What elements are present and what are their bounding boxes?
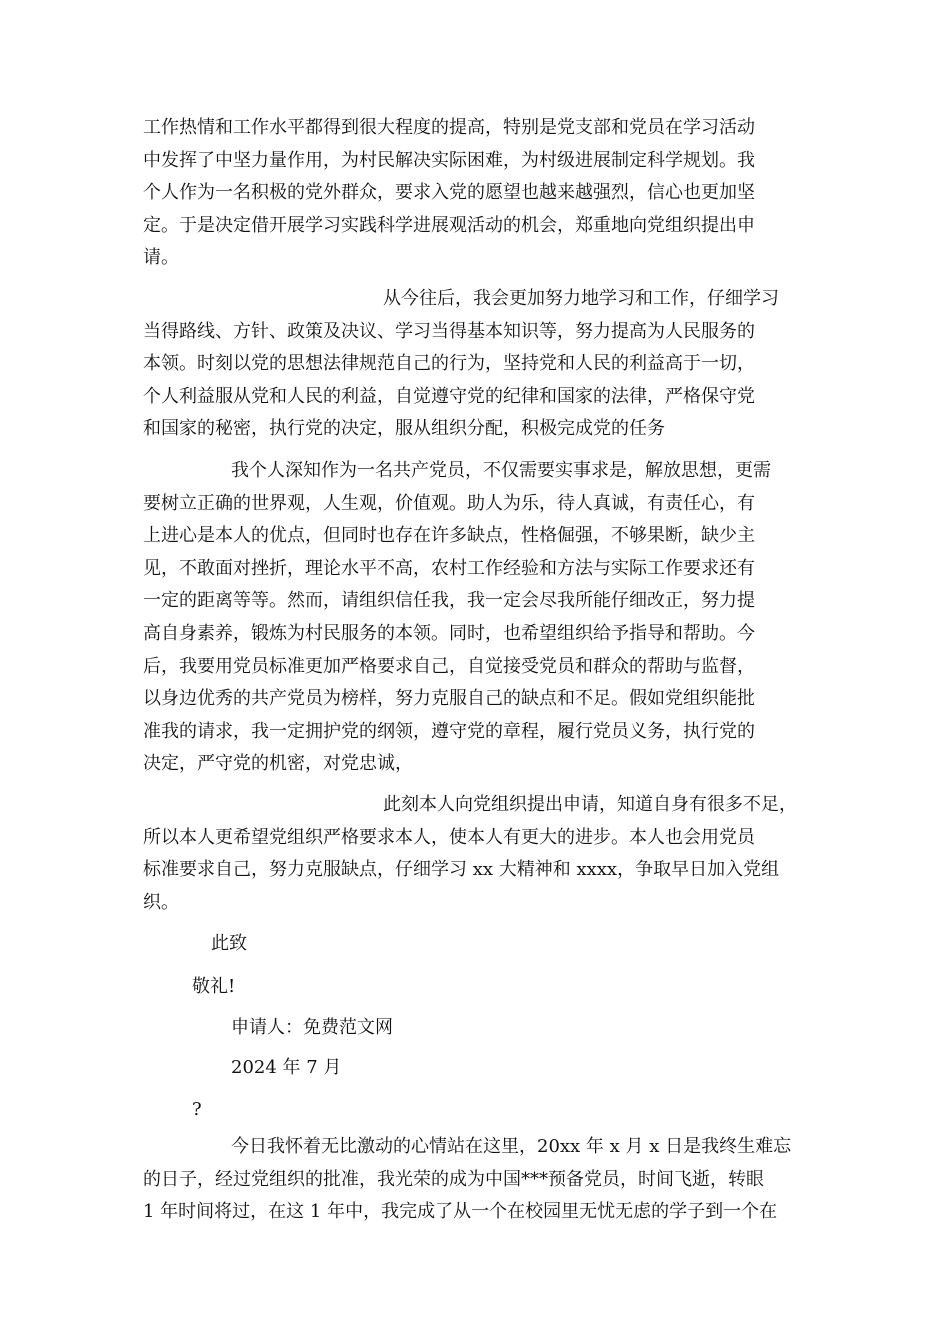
- text-line: 和国家的秘密，执行党的决定，服从组织分配，积极完成党的任务: [143, 418, 665, 440]
- unknown-glyph-mark: ?: [192, 1099, 202, 1120]
- text-line: 此刻本人向党组织提出申请，知道自身有很多不足，: [383, 794, 797, 815]
- applicant-signature: 申请人：免费范文网: [231, 1017, 393, 1038]
- text-line: 请。: [143, 247, 179, 269]
- paragraph-4: [143, 789, 823, 919]
- paragraph-1: [143, 112, 823, 275]
- text-line: 一定的距离等等。然而，请组织信任我，我一定会尽我所能仔细改正，努力提: [143, 590, 755, 612]
- paragraph-3: [143, 455, 823, 781]
- text-line: 决定，严守党的机密，对党忠诚，: [143, 753, 413, 775]
- text-line: 1 年时间将过，在这 1 年中，我完成了从一个在校园里无忧无虑的学子到一个在: [143, 1201, 778, 1223]
- application-date: 2024 年 7 月: [231, 1057, 342, 1078]
- text-line: 定。于是决定借开展学习实践科学进展观活动的机会，郑重地向党组织提出申: [143, 214, 755, 236]
- next-section-paragraph: [143, 1131, 823, 1229]
- paragraph-2: [143, 283, 823, 446]
- closing-respect: 敬礼!: [192, 976, 236, 997]
- text-line: 今日我怀着无比激动的心情站在这里，20xx 年 x 月 x 日是我终生难忘: [231, 1136, 792, 1157]
- text-line: 织。: [143, 891, 179, 913]
- text-line: 高自身素养，锻炼为村民服务的本领。同时，也希望组织给予指导和帮助。今: [143, 622, 755, 644]
- text-line: 本领。时刻以党的思想法律规范自己的行为，坚持党和人民的利益高于一切，: [143, 353, 755, 375]
- text-line: 上进心是本人的优点，但同时也存在许多缺点，性格倔强，不够果断，缺少主: [143, 525, 755, 547]
- text-line: 我个人深知作为一名共产党员，不仅需要实事求是，解放思想，更需: [231, 460, 771, 481]
- text-line: 后，我要用党员标准更加严格要求自己，自觉接受党员和群众的帮助与监督，: [143, 655, 755, 677]
- text-line: 准我的请求，我一定拥护党的纲领，遵守党的章程，履行党员义务，执行党的: [143, 720, 755, 742]
- text-line: 的日子，经过党组织的批准，我光荣的成为中国***预备党员，时间飞逝，转眼: [143, 1168, 764, 1190]
- text-line: 个人作为一名积极的党外群众，要求入党的愿望也越来越强烈，信心也更加坚: [143, 182, 755, 204]
- text-line: 当得路线、方针、政策及决议、学习当得基本知识等，努力提高为人民服务的: [143, 320, 755, 342]
- text-line: 中发挥了中坚力量作用，为村民解决实际困难，为村级进展制定科学规划。我: [143, 149, 755, 171]
- text-line: 个人利益服从党和人民的利益，自觉遵守党的纪律和国家的法律，严格保守党: [143, 385, 755, 407]
- text-line: 要树立正确的世界观，人生观，价值观。助人为乐，待人真诚，有责任心，有: [143, 492, 755, 514]
- text-line: 从今往后，我会更加努力地学习和工作，仔细学习: [383, 288, 779, 309]
- text-line: 见，不敢面对挫折，理论水平不高，农村工作经验和方法与实际工作要求还有: [143, 557, 755, 579]
- text-line: 所以本人更希望党组织严格要求本人，使本人有更大的进步。本人也会用党员: [143, 826, 755, 848]
- text-line: 以身边优秀的共产党员为榜样，努力克服自己的缺点和不足。假如党组织能批: [143, 688, 755, 710]
- text-line: 工作热情和工作水平都得到很大程度的提高，特别是党支部和党员在学习活动: [143, 117, 755, 138]
- text-line: 标准要求自己，努力克服缺点，仔细学习 xx 大精神和 xxxx，争取早日加入党组: [143, 859, 780, 881]
- closing-salutation: 此致: [211, 933, 247, 954]
